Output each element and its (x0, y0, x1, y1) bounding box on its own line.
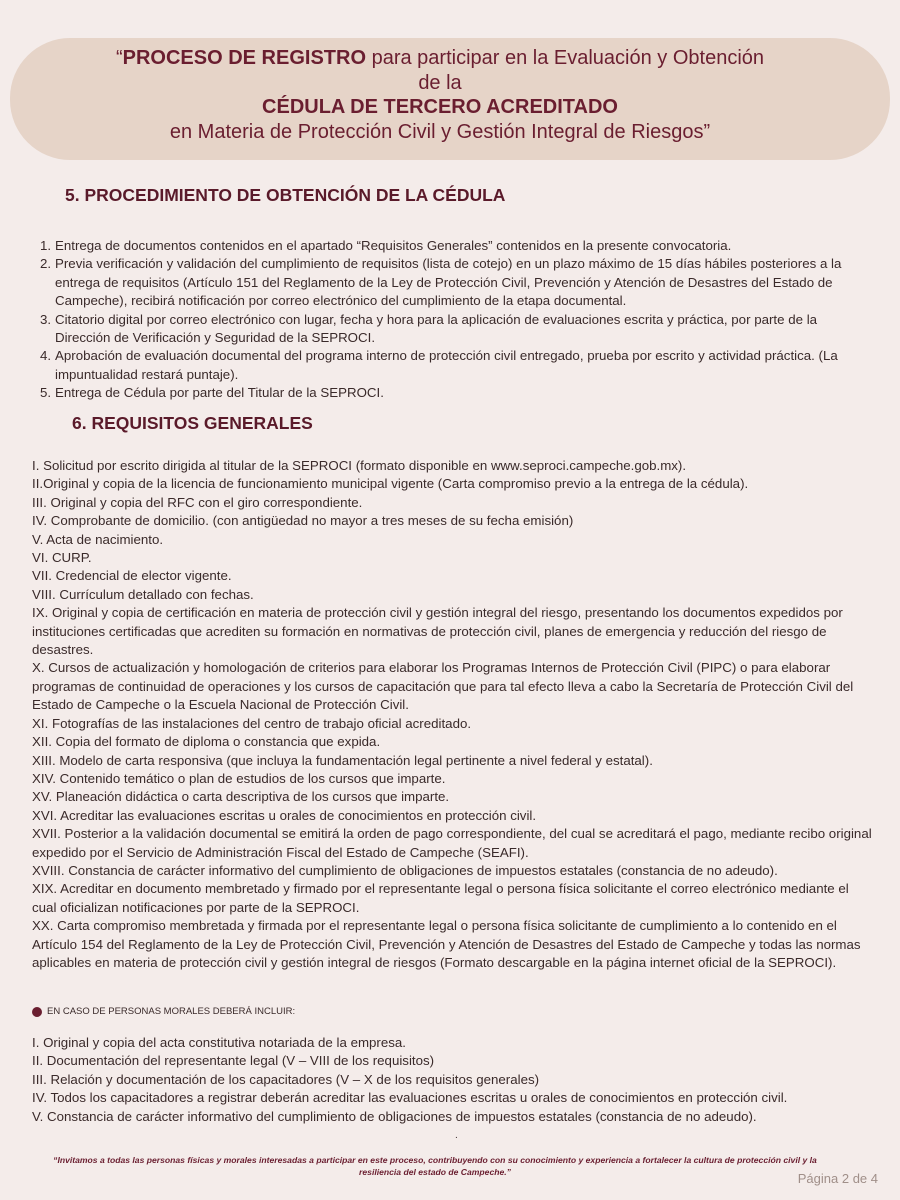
separator-dot: . (455, 1130, 458, 1141)
requirement-item: XIV. Contenido temático o plan de estudios de los cursos que imparte. (32, 770, 446, 786)
requirement-item: X. Cursos de actualización y homologación de criterios para elaborar los Programas Internos de Protección Civil (PIPC) o para elaborar programas de continuidad de operaciones y los cursos de capacitación que para tal efecto lleva a cabo la Secretaría de Protección Civil del Estado de Campeche o la Escuela Nacional de Protección Civil. (32, 660, 854, 713)
footer-note: “Invitamos a todas las personas físicas y morales interesadas a participar en este proceso, contribuyendo con su conocimiento y experiencia a fortalecer la cultura de protección civil y la resiliencia del estado de Campeche.” (53, 1155, 817, 1177)
requirement-item: XX. Carta compromiso membretada y firmada por el representante legal o persona física solicitante de cumplimiento a lo contenido en el Artículo 154 del Reglamento de la Ley de Protección Civil, Prevención y Atención de Desastres del Estado de Campeche y todas las normas aplicables en materia de protección civil y gestión integral de riesgos (Formato descargable en la página internet oficial de la SEPROCI). (32, 918, 861, 970)
title-line-2: de la (418, 71, 462, 94)
procedure-step (40, 311, 870, 348)
procedure-list (40, 237, 870, 403)
requirement-item: XI. Fotografías de las instalaciones del centro de trabajo oficial acreditado. (32, 715, 472, 731)
requirement-item: II.Original y copia de la licencia de funcionamiento municipal vigente (Carta compromiso previo a la entrega de la cédula). (32, 476, 749, 492)
morales-item: I. Original y copia del acta constitutiva notariada de la empresa. (32, 1035, 406, 1050)
section-6-heading: 6. REQUISITOS GENERALES (72, 413, 313, 433)
step-number: 1. (40, 238, 52, 253)
procedure-step (40, 384, 870, 402)
requirement-item: V. Acta de nacimiento. (32, 531, 164, 547)
requirement-item: III. Original y copia del RFC con el giro correspondiente. (32, 494, 363, 510)
requirement-item: IV. Comprobante de domicilio. (con antigüedad no mayor a tres meses de su fecha emisión) (32, 513, 574, 529)
section-5-heading: 5. PROCEDIMIENTO DE OBTENCIÓN DE LA CÉDULA (65, 185, 506, 205)
morales-note (32, 1006, 295, 1017)
step-number: 2. (40, 256, 52, 272)
title-line-3: CÉDULA DE TERCERO ACREDITADO (262, 96, 618, 118)
requirement-item: XVIII. Constancia de carácter informativo del cumplimiento de obligaciones de impuestos estatales (constancia de no adeudo). (32, 862, 778, 878)
procedure-step (40, 255, 870, 310)
step-number: 5. (40, 385, 52, 401)
requirement-item: VIII. Currículum detallado con fechas. (32, 586, 254, 602)
procedure-step (40, 237, 870, 255)
morales-item: II. Documentación del representante legal (V – VIII de los requisitos) (32, 1053, 435, 1069)
title-line-1: “PROCESO DE REGISTRO para participar en la Evaluación y Obtención (115, 47, 765, 69)
morales-note-text: EN CASO DE PERSONAS MORALES DEBERÁ INCLUIR: (47, 1006, 296, 1017)
step-text: Entrega de Cédula por parte del Titular de la SEPROCI. (55, 385, 384, 401)
requirement-item: XV. Planeación didáctica o carta descriptiva de los cursos que imparte. (32, 789, 450, 805)
page-number: Página 2 de 4 (797, 1171, 878, 1186)
requirements-list (32, 457, 872, 972)
requirement-item: XIII. Modelo de carta responsiva (que incluya la fundamentación legal pertinente a nivel federal y estatal). (32, 752, 653, 768)
step-number: 4. (40, 348, 52, 364)
procedure-step (40, 347, 870, 384)
step-text: Entrega de documentos contenidos en el apartado “Requisitos Generales” contenidos en la presente convocatoria. (55, 238, 732, 253)
step-text: Aprobación de evaluación documental del programa interno de protección civil entregado, prueba por escrito y actividad práctica. (La impuntualidad restará puntaje). (55, 348, 838, 382)
step-text: Previa verificación y validación del cumplimiento de requisitos (lista de cotejo) en un plazo máximo de 15 días hábiles posteriores a la entrega de requisitos (Artículo 151 del Reglamento de la Ley de Protección Civil, Prevención y Atención de Desastres del Estado de Campeche), recibirá notificación por correo electrónico del cumplimiento de la etapa documental. (55, 256, 842, 309)
morales-item: III. Relación y documentación de los capacitadores (V – X de los requisitos generales) (32, 1071, 540, 1087)
morales-item: V. Constancia de carácter informativo del cumplimiento de obligaciones de impuestos estatales (constancia de no adeudo). (32, 1108, 757, 1124)
document-title (70, 46, 810, 144)
requirement-item: VI. CURP. (32, 550, 92, 566)
requirement-item: VII. Credencial de elector vigente. (32, 568, 232, 584)
bullet-icon (32, 1007, 42, 1017)
requirement-item: XVII. Posterior a la validación documental se emitirá la orden de pago correspondiente, del cual se acreditará el pago, mediante recibo original expedido por el Servicio de Administración Fiscal del Estado de Campeche (SEAFI). (32, 826, 872, 860)
title-line-4: en Materia de Protección Civil y Gestión Integral de Riesgos” (169, 120, 711, 143)
morales-list (32, 1034, 872, 1126)
requirement-item: XIX. Acreditar en documento membretado y firmado por el representante legal o persona física solicitante el correo electrónico mediante el cual oficializan notificaciones por parte de la SEPROCI. (32, 881, 849, 915)
step-text: Citatorio digital por correo electrónico con lugar, fecha y hora para la aplicación de evaluaciones escrita y práctica, por parte de la Dirección de Verificación y Seguridad de la SEPROCI. (55, 311, 818, 346)
requirement-item: IX. Original y copia de certificación en materia de protección civil y gestión integral del riesgo, presentando los documentos expedidos por instituciones certificadas que acrediten su formación en normativas de protección civil, planes de emergencia y reducción del riesgo de desastres. (32, 605, 843, 658)
step-number: 3. (40, 311, 52, 327)
title-bold-text: PROCESO DE REGISTRO (122, 47, 367, 69)
requirement-item: XII. Copia del formato de diploma o constancia que expida. (32, 734, 381, 750)
morales-item: IV. Todos los capacitadores a registrar deberán acreditar las evaluaciones escritas u orales de conocimientos en protección civil. (32, 1090, 788, 1106)
requirement-item: XVI. Acreditar las evaluaciones escritas u orales de conocimientos en protección civil. (32, 807, 537, 823)
requirement-item: I. Solicitud por escrito dirigida al titular de la SEPROCI (formato disponible en www.seproci.campeche.gob.mx). (32, 458, 687, 473)
